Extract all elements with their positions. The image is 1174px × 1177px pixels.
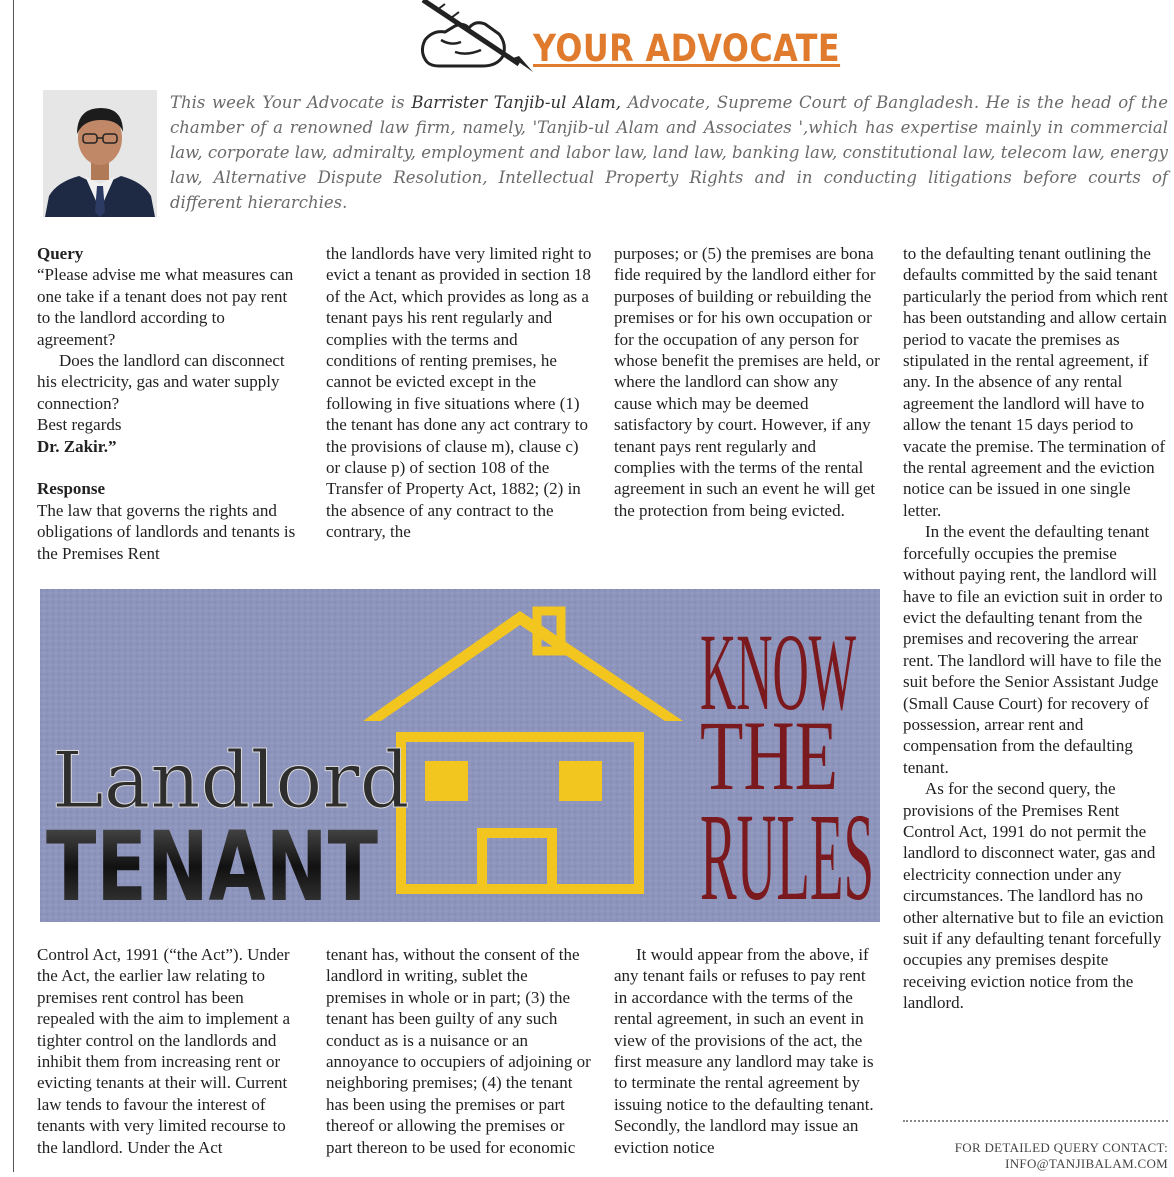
author-name: Barrister Tanjib-ul Alam, bbox=[411, 93, 621, 112]
query-text-2: Does the landlord can disconnect his electricity, gas and water supply connection? bbox=[37, 351, 285, 413]
column-3-bottom bbox=[614, 944, 880, 1158]
response-text-col1-bottom: Control Act, 1991 (“the Act”). Under the Act, the earlier law relating to premises rent control has been repealed with the aim to implement a tighter control on the landlords and inhibit them from increasing rent or evicting tenants at their will. Current law tends to favour the interest of tenants with very limited recourse to the landlord. Under the Act bbox=[37, 945, 291, 1157]
banner-rules: RULES bbox=[700, 789, 874, 922]
landlord-tenant-banner bbox=[40, 589, 880, 922]
pen-hand-icon bbox=[415, 0, 545, 72]
author-intro bbox=[170, 90, 1168, 215]
response-heading: Response bbox=[37, 479, 106, 499]
response-text-col4-p3: As for the second query, the provisions of the Premises Rent Control Act, 1991 do not permit the landlord to disconnect water, gas and electricity connection under any circumstances. The landlord has no other alternative but to file an eviction suit if any defaulting tenant forcefully occupies any premises despite receiving eviction notice from the landlord. bbox=[903, 779, 1164, 1013]
query-signature: Dr. Zakir.” bbox=[37, 436, 117, 456]
response-text-col3-bottom: It would appear from the above, if any tenant fails or refuses to pay rent in accordance with the terms of the rental agreement, in such an event in view of the provisions of the act, the first measure any landlord may take is to terminate the rental agreement by issuing notice to the defaulting tenant. Secondly, the landlord may issue an eviction notice bbox=[614, 945, 874, 1157]
contact-label: FOR DETAILED QUERY CONTACT: bbox=[954, 1140, 1168, 1155]
column-1-bottom bbox=[37, 944, 303, 1158]
dotted-divider bbox=[903, 1120, 1168, 1122]
banner-the: THE bbox=[700, 700, 838, 811]
intro-rest: Advocate, Supreme Court of Bangladesh. He is the head of the chamber of a renowned law firm, namely, 'Tanjib-ul Alam and Associates ',which has expertise mainly in commercial law, corporate law, admiralty, employment and labor law, land law, banking law, constitutional law, telecom law, energy law, Alternative Dispute Resolution, Intellectual Property Rights and in conducting litigations before courts of different hierarchies. bbox=[170, 93, 1168, 212]
column-4 bbox=[903, 243, 1171, 1014]
column-rule bbox=[13, 0, 14, 1172]
masthead bbox=[415, 0, 841, 72]
response-text-col2-top: the landlords have very limited right to evict a tenant as provided in section 18 of the Act, which provides as long as a tenant pays his rent regularly and complies with the terms and conditions of renting premises, he cannot be evicted except in the following in five situations where (1) the tenant has done any act contrary to the provisions of clause m), clause c) or clause p) of section 108 of the Transfer of Property Act, 1882; (2) in the absence of any contract to the contrary, the bbox=[326, 244, 592, 542]
query-text: “Please advise me what measures can one take if a tenant does not pay rent to the landlord according to agreement? bbox=[37, 265, 294, 349]
banner-landlord: Landlord bbox=[52, 736, 410, 826]
column-3-top bbox=[614, 243, 880, 521]
author-portrait bbox=[43, 90, 157, 217]
query-regards: Best regards bbox=[37, 415, 122, 435]
response-text-col2-bottom: tenant has, without the consent of the landlord in writing, sublet the premises in whole or in part; (3) the tenant has been guilty of any such conduct as is a nuisance or an annoyance to occupiers of adjoining or neighboring premises; (4) the tenant has been using the premises or part thereof or allowing the premises or part thereon to be used for economic bbox=[326, 945, 591, 1157]
response-text-col4-p1: to the defaulting tenant outlining the defaults committed by the said tenant particularly the period from which rent has been outstanding and allow certain period to vacate the premises as stipulated in the rental agreement, if any. In the absence of any rental agreement the landlord will have to allow the tenant 15 days period to vacate the premise. The termination of the rental agreement and the eviction notice can be issued in one single letter. bbox=[903, 244, 1168, 520]
column-2-top bbox=[326, 243, 592, 543]
query-heading: Query bbox=[37, 244, 84, 263]
column-2-bottom bbox=[326, 944, 592, 1158]
response-text-col4-p2: In the event the defaulting tenant forcefully occupies the premise without paying rent, the landlord will have to file an eviction suit in order to evict the defaulting tenant from the premises and recovering the arrear rent. The landlord will have to file the suit before the Senior Assistant Judge (Small Cause Court) for recovery of possession, arrear rent and compensation from the defaulting tenant. bbox=[903, 522, 1163, 777]
banner-tenant: TENANT bbox=[46, 811, 378, 922]
column-1-top bbox=[37, 243, 303, 564]
banner-know: KNOW bbox=[700, 611, 857, 733]
intro-lead: This week Your Advocate is bbox=[170, 93, 412, 112]
contact-email: INFO@TANJIBALAM.COM bbox=[1005, 1156, 1168, 1171]
response-text-col3-top: purposes; or (5) the premises are bona fide required by the landlord either for purposes of building or rebuilding the premises or for his own occupation or for the occupation of any person for whose benefit the premises are held, or where the landlord can show any cause which may be deemed satisfactory by court. However, if any tenant pays rent regularly and complies with the terms of the rental agreement in such an event he will get the protection from being evicted. bbox=[614, 244, 880, 520]
contact-block bbox=[903, 1140, 1168, 1172]
response-text-col1-top: The law that governs the rights and obligations of landlords and tenants is the Premises Rent bbox=[37, 500, 296, 563]
section-title: YOUR ADVOCATE bbox=[533, 27, 841, 70]
